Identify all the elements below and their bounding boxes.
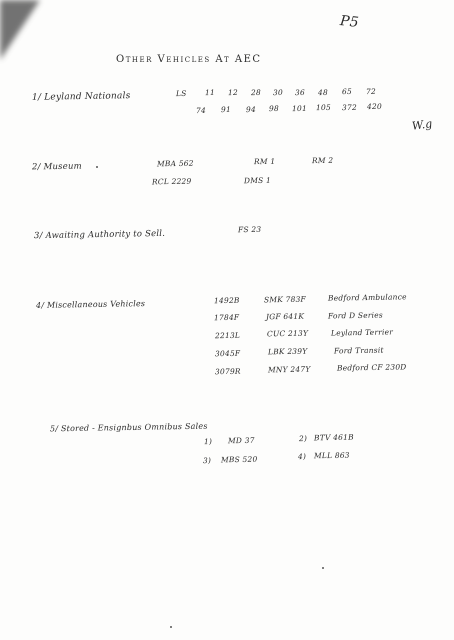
s1-row1-item: 11 bbox=[204, 87, 216, 98]
s5-reg: MBS 520 bbox=[220, 454, 258, 465]
s4-type: Ford Transit bbox=[333, 345, 384, 356]
s4-reg: SMK 783F bbox=[263, 294, 307, 305]
s4-reg: MNY 247Y bbox=[267, 364, 311, 375]
scan-shadow bbox=[0, 0, 40, 60]
s5-reg: MLL 863 bbox=[313, 450, 350, 461]
section-1-label: 1/ Leyland Nationals bbox=[31, 91, 131, 103]
s4-reg: JGF 641K bbox=[265, 311, 305, 322]
page-title: Other Vehicles At AEC bbox=[116, 54, 262, 65]
s1-row2-item: 105 bbox=[315, 102, 331, 113]
s1-row1-item: 36 bbox=[294, 87, 306, 98]
s4-code: 1784F bbox=[213, 312, 240, 323]
s4-reg: LBK 239Y bbox=[267, 346, 308, 357]
margin-note: W.g bbox=[411, 117, 434, 133]
s4-type: Bedford CF 230D bbox=[336, 362, 407, 373]
s4-code: 3045F bbox=[214, 348, 241, 359]
s4-code: 1492B bbox=[213, 295, 240, 306]
s2-item: RCL 2229 bbox=[151, 176, 192, 187]
s4-type: Bedford Ambulance bbox=[327, 292, 407, 303]
s4-reg: CUC 213Y bbox=[266, 328, 309, 339]
s2-item: RM 2 bbox=[311, 155, 334, 166]
scan-speck bbox=[322, 567, 324, 569]
s1-row1-item: 12 bbox=[227, 87, 239, 98]
s1-row2-item: 98 bbox=[268, 103, 280, 114]
s5-reg: BTV 461B bbox=[313, 432, 354, 443]
s2-item: RM 1 bbox=[253, 156, 276, 167]
section-4-label: 4/ Miscellaneous Vehicles bbox=[35, 299, 146, 310]
s1-row1-item: 72 bbox=[365, 86, 377, 97]
page-number: P5 bbox=[339, 13, 360, 31]
scan-speck bbox=[96, 166, 98, 168]
s4-code: 2213L bbox=[214, 330, 241, 341]
scan-speck bbox=[170, 626, 172, 628]
s4-code: 3079R bbox=[214, 366, 241, 377]
s1-row1-item: 65 bbox=[341, 86, 353, 97]
s4-type: Leyland Terrier bbox=[330, 327, 394, 338]
s1-row2-item: 91 bbox=[220, 104, 232, 115]
s4-type: Ford D Series bbox=[327, 310, 384, 321]
s3-value: FS 23 bbox=[237, 224, 262, 235]
s5-num: 4) bbox=[297, 451, 307, 462]
s5-num: 3) bbox=[202, 455, 212, 466]
s2-item: DMS 1 bbox=[243, 175, 272, 186]
s1-row2-item: 94 bbox=[245, 104, 257, 115]
s1-row1-item: 28 bbox=[250, 87, 262, 98]
s5-reg: MD 37 bbox=[227, 435, 255, 446]
section-3-label: 3/ Awaiting Authority to Sell. bbox=[33, 228, 166, 242]
s2-item: MBA 562 bbox=[156, 158, 194, 169]
s1-row2-item: 420 bbox=[366, 101, 382, 112]
s1-row2-item: 74 bbox=[195, 105, 207, 116]
section-5-label: 5/ Stored - Ensignbus Omnibus Sales bbox=[49, 421, 208, 434]
section-2-label: 2/ Museum bbox=[31, 161, 82, 173]
s1-row2-item: 372 bbox=[341, 102, 357, 113]
s5-num: 1) bbox=[203, 436, 213, 447]
s1-row2-item: 101 bbox=[291, 103, 307, 114]
s5-num: 2) bbox=[298, 433, 308, 444]
s1-row1-item: 48 bbox=[317, 87, 329, 98]
section-1-prefix: LS bbox=[175, 88, 187, 99]
s1-row1-item: 30 bbox=[272, 87, 284, 98]
